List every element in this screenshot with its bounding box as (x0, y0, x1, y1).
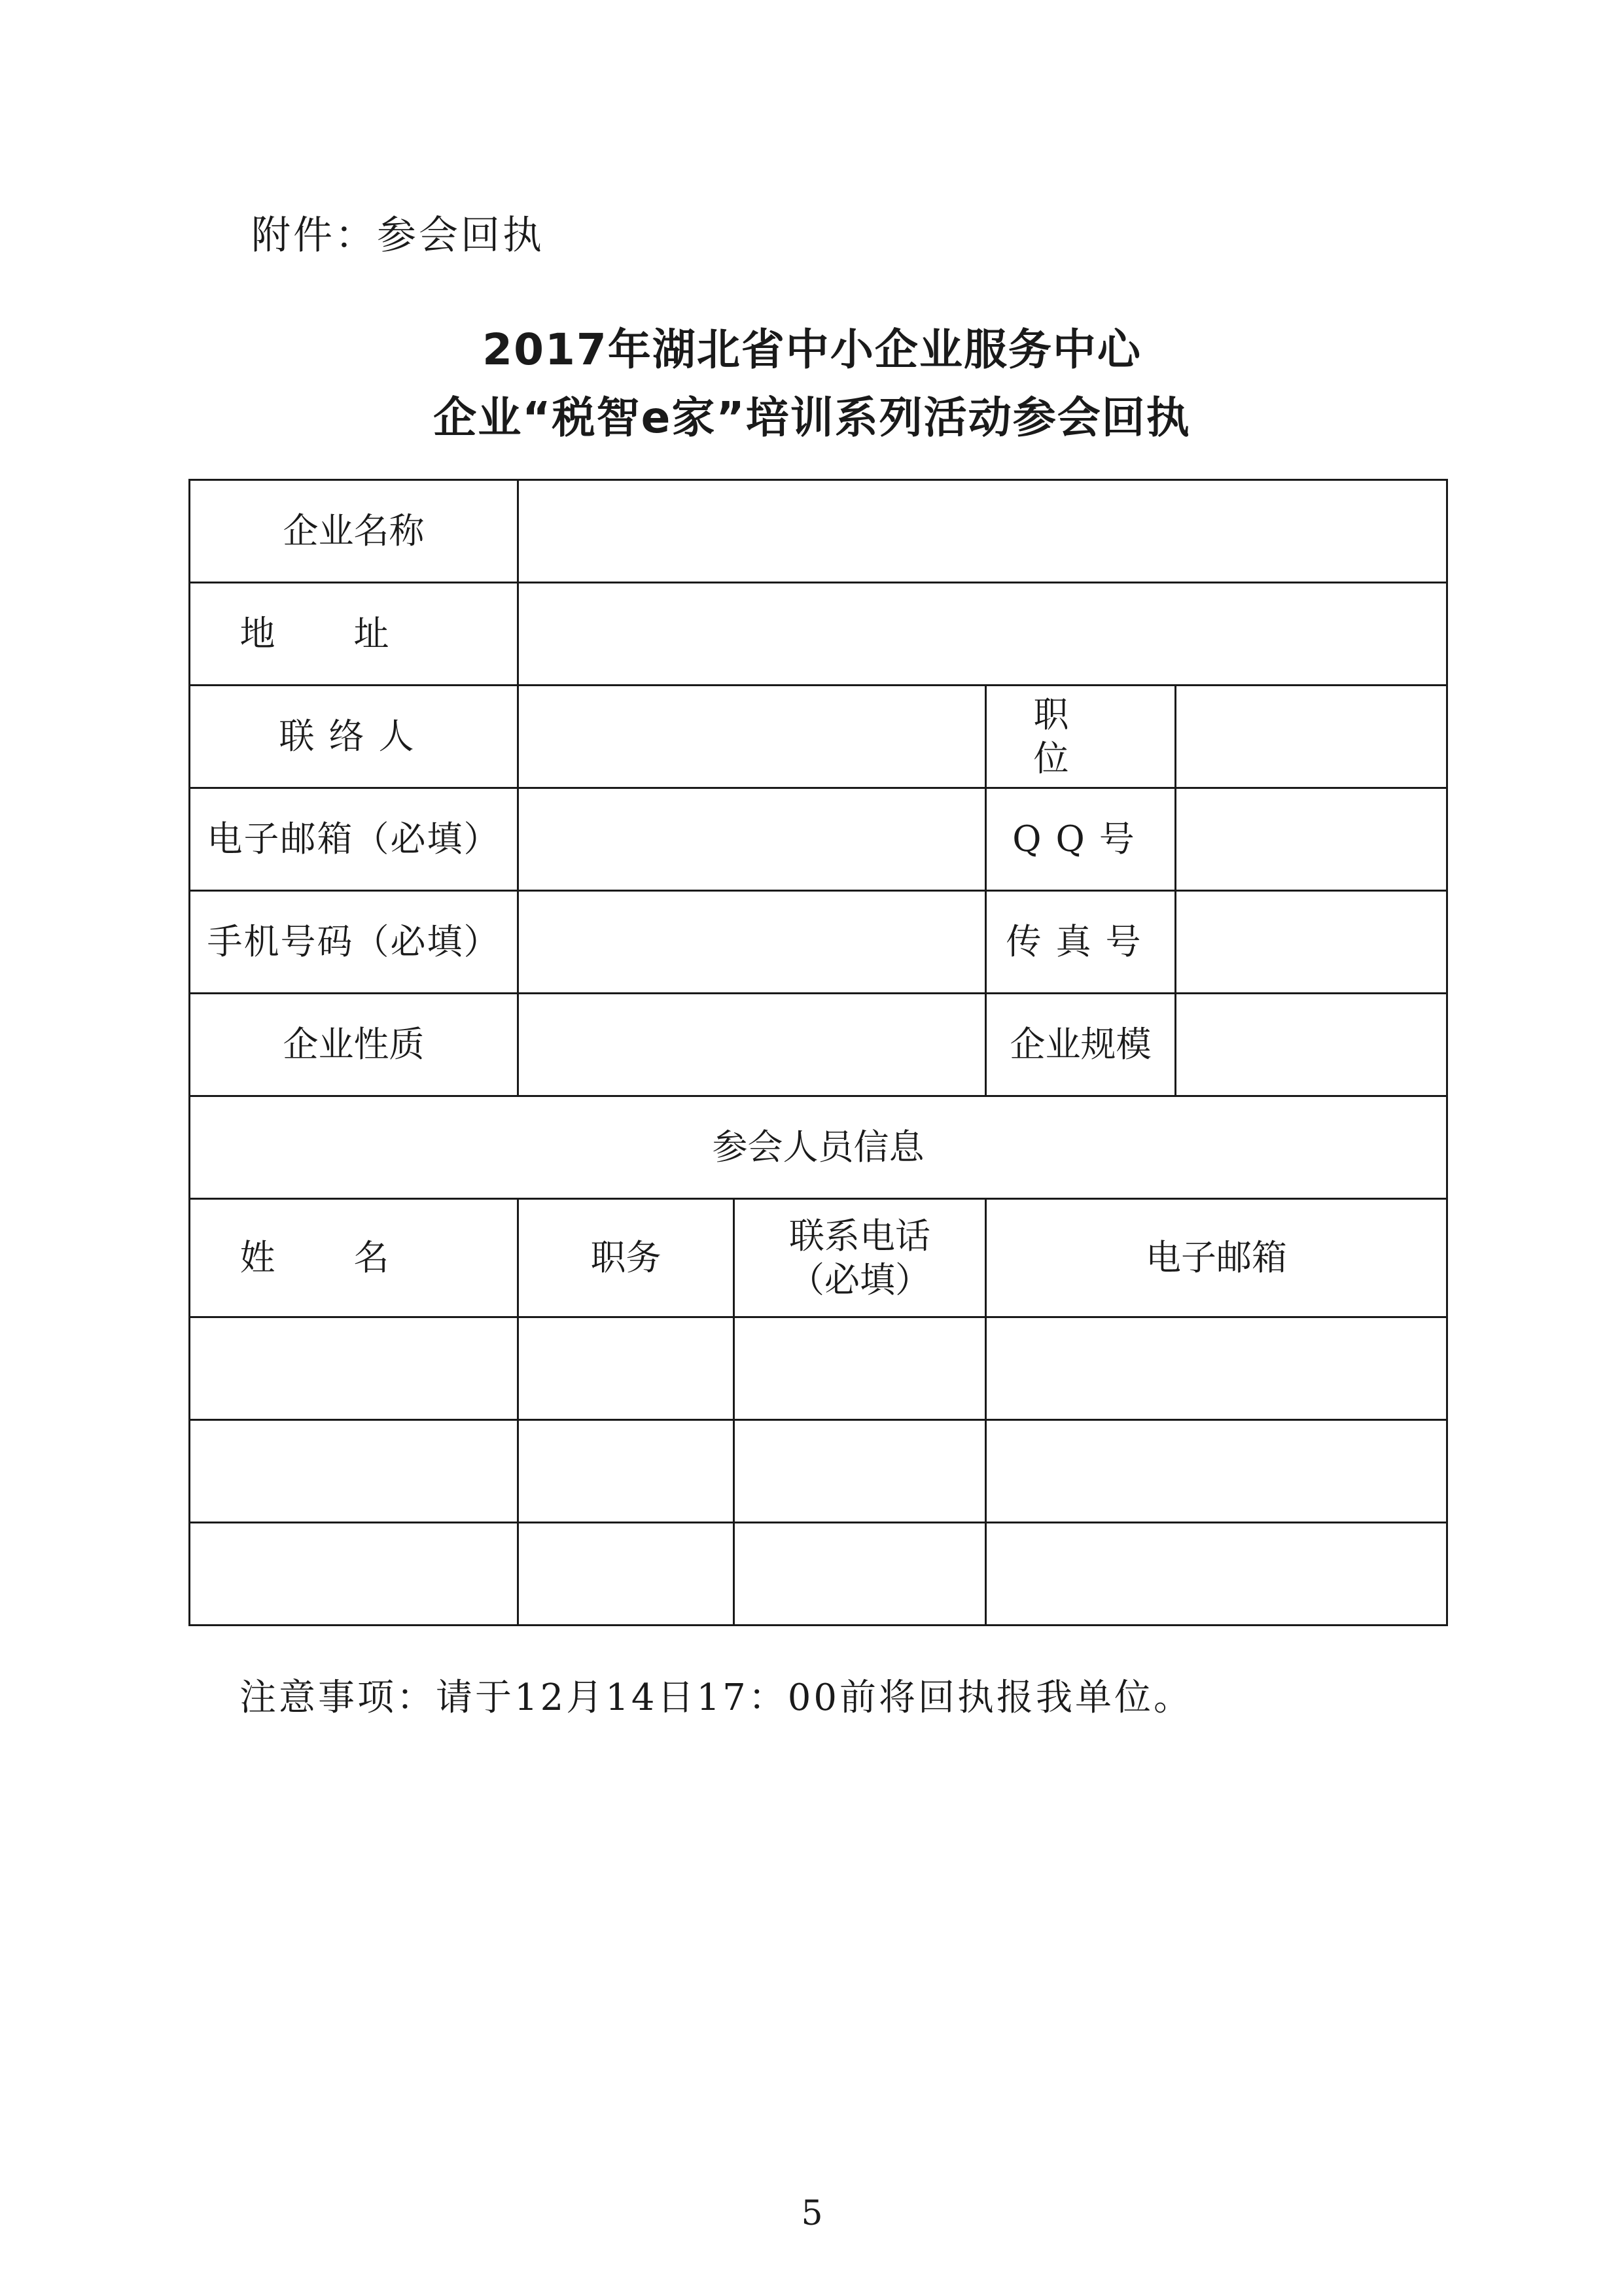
attendee-section-heading: 参会人员信息 (190, 1096, 1447, 1199)
company-nature-label: 企业性质 (190, 994, 518, 1096)
attendee-duty-cell[interactable] (518, 1523, 734, 1626)
company-scale-field[interactable] (1176, 994, 1447, 1096)
company-nature-field[interactable] (518, 994, 986, 1096)
submission-note: 注意事项：请于12月14日17：00前将回执报我单位。 (239, 1677, 1193, 1719)
contact-person-label: 联络人 (190, 686, 518, 788)
mobile-field[interactable] (518, 891, 986, 994)
attendee-name-cell[interactable] (190, 1523, 518, 1626)
attendee-row (190, 1317, 1447, 1420)
document-title-line-1: 2017年湖北省中小企业服务中心 (482, 324, 1142, 375)
address-label: 地址 (190, 583, 518, 686)
form-row-contact (190, 686, 1447, 788)
attendee-duty-header: 职务 (518, 1199, 734, 1317)
attendee-phone-header (734, 1199, 986, 1317)
attendee-phone-header-line-2: （必填） (789, 1259, 930, 1300)
attendee-name-cell[interactable] (190, 1420, 518, 1523)
qq-label: QQ号 (986, 788, 1176, 891)
attendee-email-cell[interactable] (986, 1523, 1447, 1626)
attachment-label: 附件：参会回执 (251, 213, 544, 258)
attendee-duty-cell[interactable] (518, 1420, 734, 1523)
attendee-header-row (190, 1199, 1447, 1317)
email-field[interactable] (518, 788, 986, 891)
form-row-company-nature (190, 994, 1447, 1096)
form-row-email (190, 788, 1447, 891)
attendee-row (190, 1523, 1447, 1626)
page-number: 5 (801, 2194, 823, 2233)
form-row-attendee-section (190, 1096, 1447, 1199)
qq-field[interactable] (1176, 788, 1447, 891)
attendee-duty-cell[interactable] (518, 1317, 734, 1420)
attendee-name-cell[interactable] (190, 1317, 518, 1420)
attendee-name-header: 姓名 (190, 1199, 518, 1317)
attendee-email-header: 电子邮箱 (986, 1199, 1447, 1317)
fax-label: 传真号 (986, 891, 1176, 994)
email-label: 电子邮箱（必填） (190, 788, 518, 891)
mobile-label: 手机号码（必填） (190, 891, 518, 994)
attendee-phone-cell[interactable] (734, 1420, 986, 1523)
form-row-address (190, 583, 1447, 686)
company-scale-label: 企业规模 (986, 994, 1176, 1096)
form-row-mobile (190, 891, 1447, 994)
attendee-email-cell[interactable] (986, 1420, 1447, 1523)
position-label: 职位 (986, 686, 1176, 788)
document-title-line-2: 企业“税智e家”培训系列活动参会回执 (433, 392, 1191, 443)
position-field[interactable] (1176, 686, 1447, 788)
registration-form-table (188, 479, 1448, 1626)
attendee-phone-cell[interactable] (734, 1317, 986, 1420)
company-name-label: 企业名称 (190, 480, 518, 583)
company-name-field[interactable] (518, 480, 1447, 583)
attendee-phone-header-line-1: 联系电话 (789, 1215, 930, 1257)
attendee-row (190, 1420, 1447, 1523)
contact-person-field[interactable] (518, 686, 986, 788)
attendee-email-cell[interactable] (986, 1317, 1447, 1420)
fax-field[interactable] (1176, 891, 1447, 994)
form-row-company-name (190, 480, 1447, 583)
address-field[interactable] (518, 583, 1447, 686)
attendee-phone-cell[interactable] (734, 1523, 986, 1626)
